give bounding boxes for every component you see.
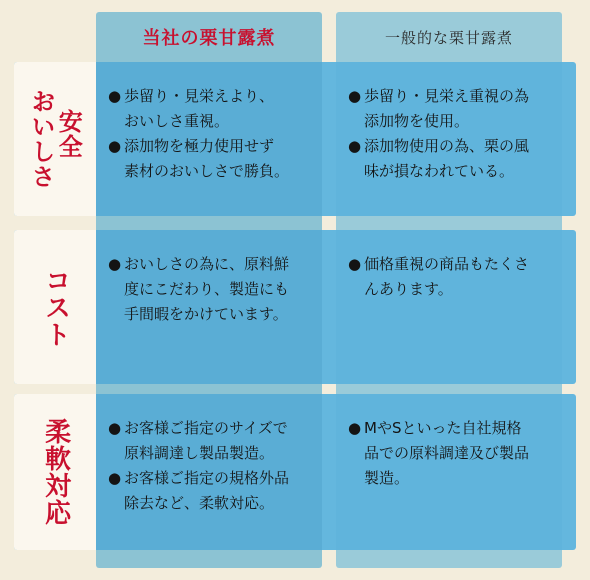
bullet-icon: ● <box>348 137 362 155</box>
row-label-safety <box>14 62 96 216</box>
bullet-icon: ● <box>108 87 122 105</box>
cell-cost-general <box>336 230 562 384</box>
bullet-text: おいしさの為に、原料鮮 度にこだわり、製造にも 手間暇をかけています。 <box>124 255 290 323</box>
row-label-safety-part1: おいしさ <box>27 89 56 189</box>
bullet-icon: ● <box>348 255 362 273</box>
bullet-icon: ● <box>108 469 122 487</box>
row-label-flexibility <box>14 394 96 550</box>
row-label-cost-text: コスト <box>40 266 71 348</box>
bullet-text: 添加物を極力使用せず 素材のおいしさで勝負。 <box>124 137 290 180</box>
cell-safety-general <box>336 62 562 216</box>
bullet-text: 歩留り・見栄え重視の為 添加物を使用。 <box>364 87 530 130</box>
cell-flexibility-ours <box>96 394 322 550</box>
column-header-ours-text: 当社の栗甘露煮 <box>142 28 276 49</box>
row-label-safety-part2: 安全 <box>54 109 84 159</box>
bullet-text: MやSといった自社規格 品での原料調達及び製品 製造。 <box>364 419 530 487</box>
cell-cost-ours <box>96 230 322 384</box>
list-item <box>348 134 550 184</box>
list-item <box>348 84 550 134</box>
bullet-icon: ● <box>108 419 122 437</box>
list-item <box>348 416 550 491</box>
bullet-icon: ● <box>108 137 122 155</box>
list-item <box>108 134 310 184</box>
row-label-flexibility-text: 柔軟対応 <box>40 418 71 526</box>
bullet-text: お客様ご指定の規格外品 除去など、柔軟対応。 <box>124 469 290 512</box>
column-header-general-text: 一般的な栗甘露煮 <box>384 28 513 47</box>
bullet-icon: ● <box>108 255 122 273</box>
list-item <box>108 84 310 134</box>
bullet-icon: ● <box>348 87 362 105</box>
bullet-text: 価格重視の商品もたくさ んあります。 <box>364 255 530 298</box>
bullet-icon: ● <box>348 419 362 437</box>
bullet-text: お客様ご指定のサイズで 原料調達し製品製造。 <box>124 419 288 462</box>
row-label-cost <box>14 230 96 384</box>
list-item <box>108 466 310 516</box>
list-item <box>108 252 310 327</box>
cell-flexibility-general <box>336 394 562 550</box>
bullet-text: 歩留り・見栄えより、 おいしさ重視。 <box>124 87 275 130</box>
list-item <box>108 416 310 466</box>
column-header-ours <box>96 12 322 62</box>
cell-safety-ours <box>96 62 322 216</box>
bullet-text: 添加物使用の為、栗の風 味が損なわれている。 <box>364 137 530 180</box>
list-item <box>348 252 550 302</box>
column-header-general <box>336 12 562 62</box>
